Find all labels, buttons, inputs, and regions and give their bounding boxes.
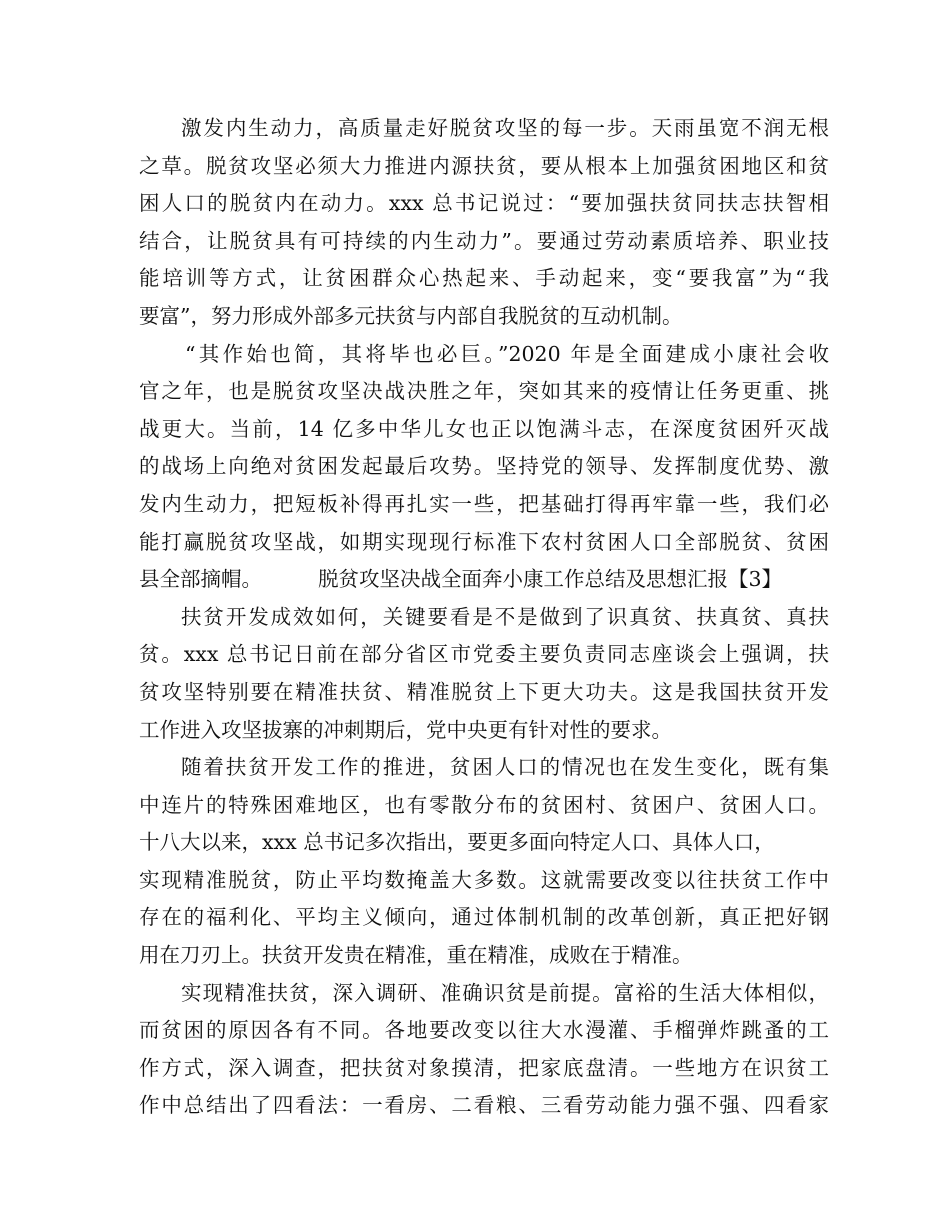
text-line: 贫攻坚特别要在精准扶贫、精准脱贫上下更大功夫。这是我国扶贫开发 [139,679,829,704]
text-line: 实现精准扶贫，深入调研、准确识贫是前提。富裕的生活大体相似， [181,980,829,1005]
text-line: 贫。xxx 总书记日前在部分省区市党委主要负责同志座谈会上强调，扶 [139,642,829,667]
text-line: 作中总结出了四看法：一看房、二看粮、三看劳动能力强不强、四看家 [139,1093,829,1118]
text-line-with-heading [139,561,829,599]
text-line: 作方式，深入调查，把扶贫对象摸清，把家底盘清。一些地方在识贫工 [139,1055,829,1080]
text-line: 困人口的脱贫内在动力。xxx 总书记说过：“要加强扶贫同扶志扶智相 [139,191,829,216]
document-body [139,110,829,1125]
paragraph [139,110,829,336]
text-line: 存在的福利化、平均主义倾向，通过体制机制的改革创新，真正把好钢 [139,905,829,930]
paragraph [139,599,829,749]
section-heading: 脱贫攻坚决战全面奔小康工作总结及思想汇报【3】 [318,567,783,592]
text-line: 官之年，也是脱贫攻坚决战决胜之年，突如其来的疫情让任务更重、挑 [139,379,829,404]
text-line: 的战场上向绝对贫困发起最后攻势。坚持党的领导、发挥制度优势、激 [139,454,829,479]
text-line: 中连片的特殊困难地区，也有零散分布的贫困村、贫困户、贫困人口。 [139,792,829,817]
paragraph [139,975,829,1125]
text-line: 能打赢脱贫攻坚战，如期实现现行标准下农村贫困人口全部脱贫、贫困 [139,529,829,554]
text-line: 战更大。当前，14 亿多中华儿女也正以饱满斗志，在深度贫困歼灭战 [139,416,829,441]
text-line: 要富”，努力形成外部多元扶贫与内部自我脱贫的互动机制。 [139,303,683,328]
text-line: 扶贫开发成效如何，关键要看是不是做到了识真贫、扶真贫、真扶 [181,604,829,629]
text-line: 能培训等方式，让贫困群众心热起来、手动起来，变“要我富”为“我 [139,266,829,291]
text-line: 激发内生动力，高质量走好脱贫攻坚的每一步。天雨虽宽不润无根 [181,116,829,140]
text-fragment: 县全部摘帽。 [139,567,262,592]
text-line: 实现精准脱贫，防止平均数掩盖大多数。这就需要改变以往扶贫工作中 [139,867,829,892]
text-line: 之草。脱贫攻坚必须大力推进内源扶贫，要从根本上加强贫困地区和贫 [139,153,829,178]
text-line: 十八大以来，xxx 总书记多次指出，要更多面向特定人口、具体人口， [139,830,775,855]
text-line: 工作进入攻坚拔寨的冲刺期后，党中央更有针对性的要求。 [139,717,672,742]
text-line: 用在刀刃上。扶贫开发贵在精准，重在精准，成败在于精准。 [139,943,693,968]
text-line: 发内生动力，把短板补得再扎实一些，把基础打得再牢靠一些，我们必 [139,491,829,516]
text-line: 结合，让脱贫具有可持续的内生动力”。要通过劳动素质培养、职业技 [139,228,829,253]
paragraph [139,749,829,975]
paragraph [139,336,829,599]
text-line: “其作始也简，其将毕也必巨。”2020 年是全面建成小康社会收 [185,341,829,366]
text-line: 随着扶贫开发工作的推进，贫困人口的情况也在发生变化，既有集 [181,755,829,780]
text-line: 而贫困的原因各有不同。各地要改变以往大水漫灌、手榴弹炸跳蚤的工 [139,1018,829,1043]
